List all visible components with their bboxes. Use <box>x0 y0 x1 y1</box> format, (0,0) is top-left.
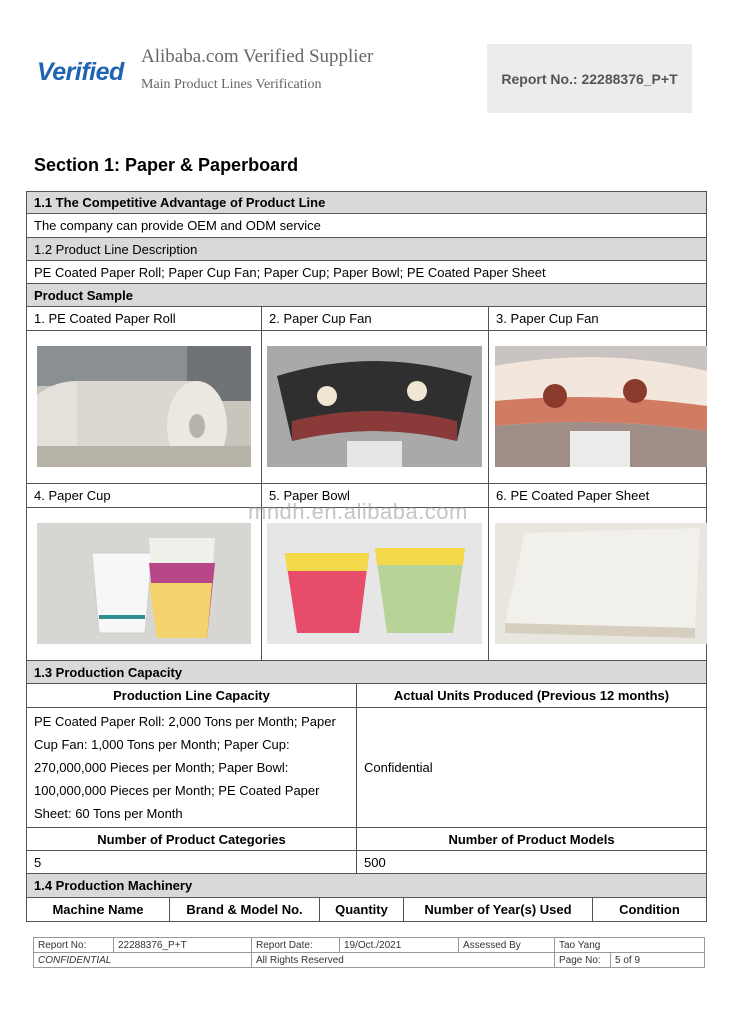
description-text-row <box>27 261 706 284</box>
sample-image-cell-2 <box>261 331 488 483</box>
sample-label-row-1 <box>27 307 706 331</box>
paper-sheet-photo <box>495 523 707 644</box>
categories-value: 5 <box>34 854 42 870</box>
footer-page: 5 of 9 <box>611 953 705 968</box>
machinery-col-machine-name: Machine Name <box>52 902 144 917</box>
report-number-box <box>487 44 692 113</box>
product-sample-heading-row <box>27 284 706 307</box>
categories-header-row <box>27 828 706 851</box>
sample-label-3: 3. Paper Cup Fan <box>488 307 706 330</box>
capacity-heading-row <box>27 661 706 684</box>
description-text: PE Coated Paper Roll; Paper Cup Fan; Paper Cup; Paper Bowl; PE Coated Paper Sheet <box>34 264 546 280</box>
footer-report-no: 22288376_P+T <box>114 938 252 953</box>
paper-bowl-photo <box>267 523 482 644</box>
capacity-line: Cup Fan: 1,000 Tons per Month; Paper Cup: <box>34 737 290 752</box>
description-heading: 1.2 Product Line Description <box>34 241 198 257</box>
description-heading-row <box>27 238 706 261</box>
report-footer <box>33 937 705 968</box>
page-subtitle: Main Product Lines Verification <box>141 77 322 92</box>
capacity-column-header-row <box>27 684 706 708</box>
sample-label-1: 1. PE Coated Paper Roll <box>34 311 176 326</box>
footer-confidential: CONFIDENTIAL <box>34 953 252 968</box>
report-number: Report No.: 22288376_P+T <box>501 70 678 87</box>
footer-assessed-by: Tao Yang <box>555 938 705 953</box>
sample-label-4: 4. Paper Cup <box>34 488 111 503</box>
capacity-details <box>27 708 356 827</box>
machinery-col-condition: Condition <box>592 898 706 921</box>
sample-image-cell-5 <box>261 508 488 660</box>
machinery-col-brand-model: Brand & Model No. <box>169 898 319 921</box>
competitive-text-row <box>27 214 706 238</box>
logo-text: Verified <box>37 58 124 86</box>
machinery-column-header-row <box>27 898 706 922</box>
product-sample-heading: Product Sample <box>34 287 133 303</box>
categories-value-row <box>27 851 706 874</box>
categories-header: Number of Product Categories <box>97 831 286 847</box>
footer-report-date: 19/Oct./2021 <box>340 938 459 953</box>
footer-report-no-label: Report No: <box>34 938 114 953</box>
capacity-line: PE Coated Paper Roll: 2,000 Tons per Month; Paper <box>34 714 336 729</box>
machinery-col-quantity: Quantity <box>319 898 403 921</box>
sample-image-cell-1 <box>27 331 261 483</box>
sample-image-cell-6 <box>488 508 706 660</box>
sample-image-row-2 <box>27 508 706 661</box>
product-line-table <box>26 191 707 922</box>
machinery-col-years-used: Number of Year(s) Used <box>403 898 592 921</box>
watermark-text: mndh.en.alibaba.com <box>248 499 468 524</box>
capacity-col-header-1: Production Line Capacity <box>113 688 270 703</box>
footer-assessed-label: Assessed By <box>459 938 555 953</box>
paper-cup-fan-photo-2 <box>495 346 707 467</box>
verified-logo <box>37 58 124 87</box>
sample-label-6: 6. PE Coated Paper Sheet <box>488 484 706 507</box>
sample-image-row-1 <box>27 331 706 484</box>
competitive-heading: 1.1 The Competitive Advantage of Product Line <box>34 195 326 210</box>
models-header: Number of Product Models <box>356 828 706 850</box>
footer-rights: All Rights Reserved <box>252 953 555 968</box>
capacity-body-row <box>27 708 706 828</box>
footer-report-date-label: Report Date: <box>252 938 340 953</box>
sample-image-cell-4 <box>27 508 261 660</box>
models-value: 500 <box>356 851 706 873</box>
paper-roll-photo <box>37 346 251 467</box>
section-title: Section 1: Paper & Paperboard <box>34 155 299 175</box>
competitive-text: The company can provide OEM and ODM service <box>34 218 321 233</box>
competitive-heading-row <box>27 191 706 214</box>
sample-image-cell-3 <box>488 331 706 483</box>
machinery-heading-row <box>27 874 706 898</box>
actual-units-value: Confidential <box>356 708 706 827</box>
capacity-heading: 1.3 Production Capacity <box>34 664 183 680</box>
paper-cup-fan-photo-1 <box>267 346 482 467</box>
paper-cup-photo <box>37 523 251 644</box>
footer-page-label: Page No: <box>555 953 611 968</box>
capacity-line: 270,000,000 Pieces per Month; Paper Bowl: <box>34 760 289 775</box>
supplier-title: Alibaba.com Verified Supplier <box>141 46 374 67</box>
capacity-col-header-2: Actual Units Produced (Previous 12 months) <box>356 684 706 707</box>
capacity-line: 100,000,000 Pieces per Month; PE Coated Paper <box>34 783 320 798</box>
sample-label-5: 5. Paper Bowl <box>261 484 488 507</box>
machinery-heading: 1.4 Production Machinery <box>34 878 193 893</box>
sample-label-2: 2. Paper Cup Fan <box>261 307 488 330</box>
capacity-line: Sheet: 60 Tons per Month <box>34 806 183 821</box>
